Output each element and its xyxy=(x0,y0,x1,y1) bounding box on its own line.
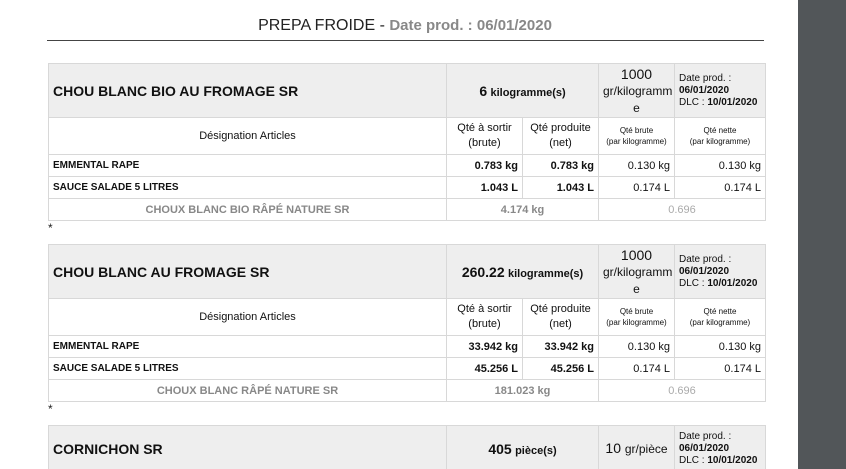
item-qte-nette: 0.130 kg xyxy=(675,155,766,177)
table-row xyxy=(49,358,766,380)
title-divider xyxy=(47,40,764,41)
title-separator: - xyxy=(375,17,390,34)
item-qte-produite: 0.783 kg xyxy=(523,155,599,177)
product-header-row xyxy=(49,245,766,299)
page-title xyxy=(0,17,798,35)
portion-unit: gr/pièce xyxy=(624,442,668,456)
col-qte-brute-line2: (par kilogramme) xyxy=(606,318,667,327)
product-quantity xyxy=(447,64,599,118)
product-name: CORNICHON SR xyxy=(49,426,447,469)
quantity-value: 6 xyxy=(479,82,488,99)
quantity-unit: kilogramme(s) xyxy=(490,86,566,99)
block-separator: * xyxy=(48,402,53,416)
total-quantity: 181.023 kg xyxy=(447,380,599,402)
date-prod-label: Date prod. : xyxy=(679,72,732,84)
product-name: CHOU BLANC BIO AU FROMAGE SR xyxy=(49,64,447,118)
product-dates xyxy=(675,245,766,299)
date-prod-value: 06/01/2020 xyxy=(679,442,730,454)
total-factor: 0.696 xyxy=(599,199,766,221)
total-row xyxy=(49,380,766,402)
col-qte-sortir-line2: (brute) xyxy=(468,137,501,149)
portion-value: 1000 xyxy=(620,65,653,82)
item-qte-produite: 1.043 L xyxy=(523,177,599,199)
product-portion xyxy=(599,64,675,118)
dlc-label: DLC : xyxy=(679,277,705,289)
table-row xyxy=(49,155,766,177)
portion-value: 10 xyxy=(605,440,621,456)
table-row xyxy=(49,177,766,199)
item-qte-brute: 0.130 kg xyxy=(599,155,675,177)
total-factor: 0.696 xyxy=(599,380,766,402)
product-block xyxy=(48,425,766,469)
item-qte-brute: 0.174 L xyxy=(599,177,675,199)
dlc-value: 10/01/2020 xyxy=(707,277,758,289)
total-name: CHOUX BLANC RÂPÉ NATURE SR xyxy=(49,380,447,402)
table-row xyxy=(49,336,766,358)
col-qte-nette xyxy=(675,118,766,155)
product-header-row xyxy=(49,426,766,469)
product-portion xyxy=(599,426,675,469)
item-qte-nette: 0.130 kg xyxy=(675,336,766,358)
col-qte-brute xyxy=(599,299,675,336)
date-prod-value: 06/01/2020 xyxy=(679,84,730,96)
quantity-value: 405 xyxy=(488,440,512,457)
dlc-label: DLC : xyxy=(679,454,705,466)
portion-unit: gr/kilogramm e xyxy=(603,264,673,296)
item-name: EMMENTAL RAPE xyxy=(49,155,447,177)
col-qte-sortir-line1: Qté à sortir xyxy=(457,303,512,315)
item-qte-nette: 0.174 L xyxy=(675,358,766,380)
item-qte-produite: 45.256 L xyxy=(523,358,599,380)
item-qte-brute: 0.174 L xyxy=(599,358,675,380)
col-qte-nette-line1: Qté nette xyxy=(703,307,737,316)
col-designation: Désignation Articles xyxy=(49,118,447,155)
column-header-row xyxy=(49,118,766,155)
col-qte-brute-line1: Qté brute xyxy=(619,126,654,135)
block-separator: * xyxy=(48,221,53,235)
item-qte-sortir: 0.783 kg xyxy=(447,155,523,177)
portion-value: 1000 xyxy=(620,246,653,263)
total-row xyxy=(49,199,766,221)
item-name: EMMENTAL RAPE xyxy=(49,336,447,358)
col-designation: Désignation Articles xyxy=(49,299,447,336)
quantity-unit: kilogramme(s) xyxy=(507,267,584,280)
total-quantity: 4.174 kg xyxy=(447,199,599,221)
product-quantity xyxy=(447,426,599,469)
col-qte-produite-line1: Qté produite xyxy=(530,122,591,134)
viewer-background xyxy=(798,0,846,469)
col-qte-produite xyxy=(523,118,599,155)
item-qte-sortir: 45.256 L xyxy=(447,358,523,380)
document-date: Date prod. : 06/01/2020 xyxy=(389,17,552,34)
item-qte-nette: 0.174 L xyxy=(675,177,766,199)
col-qte-produite-line2: (net) xyxy=(549,137,572,149)
date-prod-value: 06/01/2020 xyxy=(679,265,730,277)
total-name: CHOUX BLANC BIO RÂPÉ NATURE SR xyxy=(49,199,447,221)
column-header-row xyxy=(49,299,766,336)
dlc-label: DLC : xyxy=(679,96,705,108)
product-name: CHOU BLANC AU FROMAGE SR xyxy=(49,245,447,299)
col-qte-brute-line1: Qté brute xyxy=(619,307,654,316)
col-qte-sortir xyxy=(447,118,523,155)
product-header-row xyxy=(49,64,766,118)
product-portion xyxy=(599,245,675,299)
item-qte-brute: 0.130 kg xyxy=(599,336,675,358)
col-qte-brute-line2: (par kilogramme) xyxy=(606,137,667,146)
document-title: PREPA FROIDE xyxy=(258,17,376,34)
quantity-value: 260.22 xyxy=(461,263,505,280)
col-qte-produite-line1: Qté produite xyxy=(530,303,591,315)
item-qte-produite: 33.942 kg xyxy=(523,336,599,358)
item-name: SAUCE SALADE 5 LITRES xyxy=(49,177,447,199)
col-qte-sortir-line2: (brute) xyxy=(468,318,501,330)
dlc-value: 10/01/2020 xyxy=(707,96,758,108)
date-prod-label: Date prod. : xyxy=(679,430,732,442)
col-qte-nette-line2: (par kilogramme) xyxy=(689,137,751,146)
col-qte-produite xyxy=(523,299,599,336)
product-block xyxy=(48,244,766,402)
portion-unit: gr/kilogramm e xyxy=(603,83,673,115)
col-qte-sortir xyxy=(447,299,523,336)
dlc-value: 10/01/2020 xyxy=(707,454,758,466)
item-qte-sortir: 33.942 kg xyxy=(447,336,523,358)
product-quantity xyxy=(447,245,599,299)
col-qte-nette xyxy=(675,299,766,336)
quantity-unit: pièce(s) xyxy=(515,444,557,457)
date-prod-label: Date prod. : xyxy=(679,253,732,265)
product-dates xyxy=(675,64,766,118)
item-qte-sortir: 1.043 L xyxy=(447,177,523,199)
col-qte-nette-line2: (par kilogramme) xyxy=(689,318,751,327)
col-qte-sortir-line1: Qté à sortir xyxy=(457,122,512,134)
product-block xyxy=(48,63,766,221)
col-qte-nette-line1: Qté nette xyxy=(703,126,737,135)
product-dates xyxy=(675,426,766,469)
col-qte-brute xyxy=(599,118,675,155)
item-name: SAUCE SALADE 5 LITRES xyxy=(49,358,447,380)
col-qte-produite-line2: (net) xyxy=(549,318,572,330)
